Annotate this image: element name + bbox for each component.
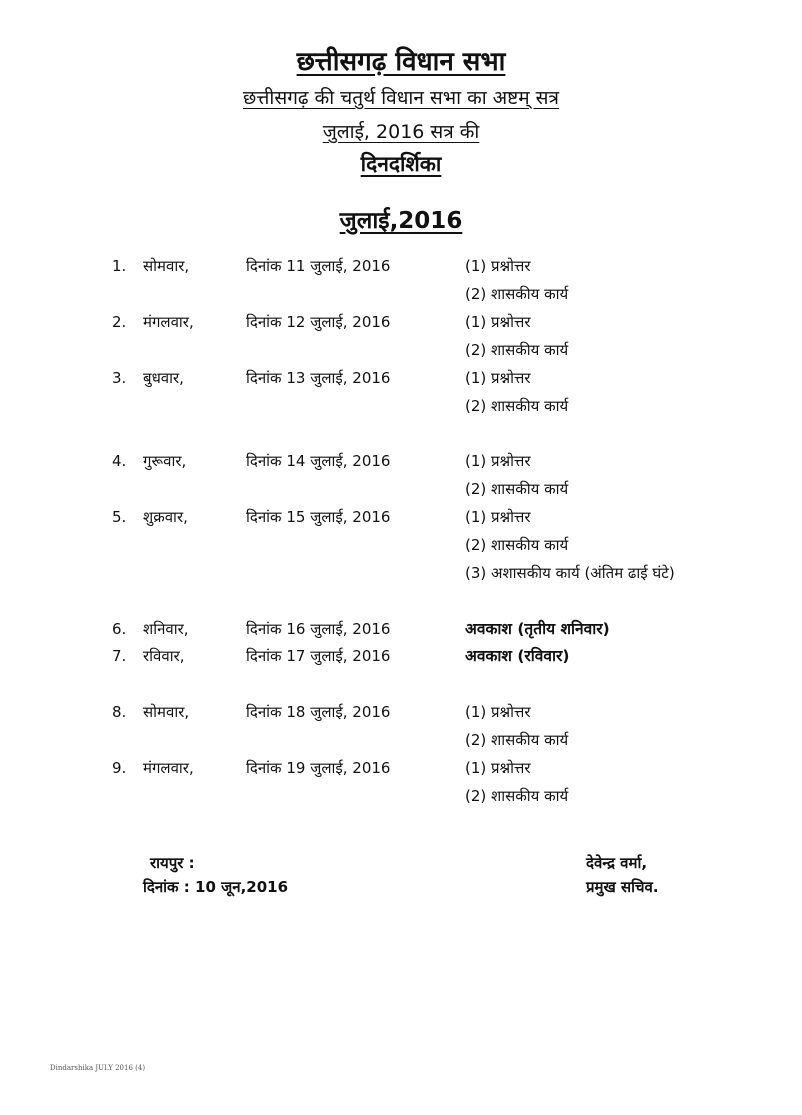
schedule-row [0, 451, 802, 481]
row-day: शुक्रवार, [143, 508, 188, 526]
schedule-row [0, 312, 802, 342]
schedule-row [0, 646, 802, 676]
row-activity: (2) शासकीय कार्य [465, 731, 569, 749]
assembly-title: छत्तीसगढ़ विधान सभा [296, 47, 506, 77]
signatory-name: देवेन्द्र वर्मा, [586, 854, 648, 872]
row-activity: (1) प्रश्नोत्तर [465, 703, 531, 721]
row-number: 4. [112, 452, 127, 470]
row-activity: (2) शासकीय कार्य [465, 480, 569, 498]
row-holiday: अवकाश (रविवार) [465, 647, 570, 665]
month-heading: जुलाई,2016 [339, 208, 463, 234]
row-date: दिनांक 15 जुलाई, 2016 [246, 508, 391, 526]
row-activity: (2) शासकीय कार्य [465, 285, 569, 303]
row-date: दिनांक 13 जुलाई, 2016 [246, 369, 391, 387]
session-subtitle: छत्तीसगढ़ की चतुर्थ विधान सभा का अष्टम् सत्र [242, 87, 559, 109]
row-number: 1. [112, 257, 127, 275]
session-label: जुलाई, 2016 सत्र की [322, 121, 480, 143]
row-day: सोमवार, [143, 703, 190, 721]
row-date: दिनांक 12 जुलाई, 2016 [246, 313, 391, 331]
row-day: मंगलवार, [143, 759, 194, 777]
row-day: मंगलवार, [143, 313, 194, 331]
schedule-row-continuation [0, 340, 802, 370]
document-code: Dindarshika JULY 2016 (4) [50, 1064, 146, 1072]
row-number: 2. [112, 313, 127, 331]
row-activity: (1) प्रश्नोत्तर [465, 369, 531, 387]
schedule-row-continuation [0, 479, 802, 509]
row-activity: (1) प्रश्नोत्तर [465, 452, 531, 470]
signatory-designation: प्रमुख सचिव. [586, 878, 659, 896]
row-number: 7. [112, 647, 127, 665]
issue-date: दिनांक : 10 जून,2016 [143, 878, 289, 896]
row-day: रविवार, [143, 647, 185, 665]
place-label: रायपुर : [150, 854, 195, 872]
schedule-row [0, 368, 802, 398]
row-date: दिनांक 16 जुलाई, 2016 [246, 620, 391, 638]
row-activity: (2) शासकीय कार्य [465, 787, 569, 805]
row-activity: (1) प्रश्नोत्तर [465, 508, 531, 526]
row-date: दिनांक 17 जुलाई, 2016 [246, 647, 391, 665]
row-number: 9. [112, 759, 127, 777]
schedule-row-continuation [0, 396, 802, 426]
schedule-row [0, 619, 802, 649]
row-activity: (1) प्रश्नोत्तर [465, 759, 531, 777]
document-title: दिनदर्शिका [360, 152, 442, 176]
schedule-row [0, 256, 802, 286]
row-holiday: अवकाश (तृतीय शनिवार) [465, 620, 610, 638]
schedule-row [0, 758, 802, 788]
row-number: 5. [112, 508, 127, 526]
schedule-row [0, 507, 802, 537]
row-activity: (1) प्रश्नोत्तर [465, 257, 531, 275]
row-number: 8. [112, 703, 127, 721]
row-activity: (2) शासकीय कार्य [465, 397, 569, 415]
schedule-row-continuation [0, 284, 802, 314]
row-activity: (2) शासकीय कार्य [465, 536, 569, 554]
row-day: शनिवार, [143, 620, 189, 638]
row-date: दिनांक 18 जुलाई, 2016 [246, 703, 391, 721]
row-day: सोमवार, [143, 257, 190, 275]
row-day: गुरूवार, [143, 452, 187, 470]
schedule-row-continuation [0, 563, 802, 593]
row-activity: (2) शासकीय कार्य [465, 341, 569, 359]
row-number: 6. [112, 620, 127, 638]
row-number: 3. [112, 369, 127, 387]
row-activity: (1) प्रश्नोत्तर [465, 313, 531, 331]
row-date: दिनांक 19 जुलाई, 2016 [246, 759, 391, 777]
row-activity: (3) अशासकीय कार्य (अंतिम ढाई घंटे) [465, 564, 675, 582]
schedule-row-continuation [0, 730, 802, 760]
row-date: दिनांक 11 जुलाई, 2016 [246, 257, 391, 275]
row-day: बुधवार, [143, 369, 184, 387]
schedule-row [0, 702, 802, 732]
schedule-row-continuation [0, 786, 802, 816]
schedule-row-continuation [0, 535, 802, 565]
row-date: दिनांक 14 जुलाई, 2016 [246, 452, 391, 470]
